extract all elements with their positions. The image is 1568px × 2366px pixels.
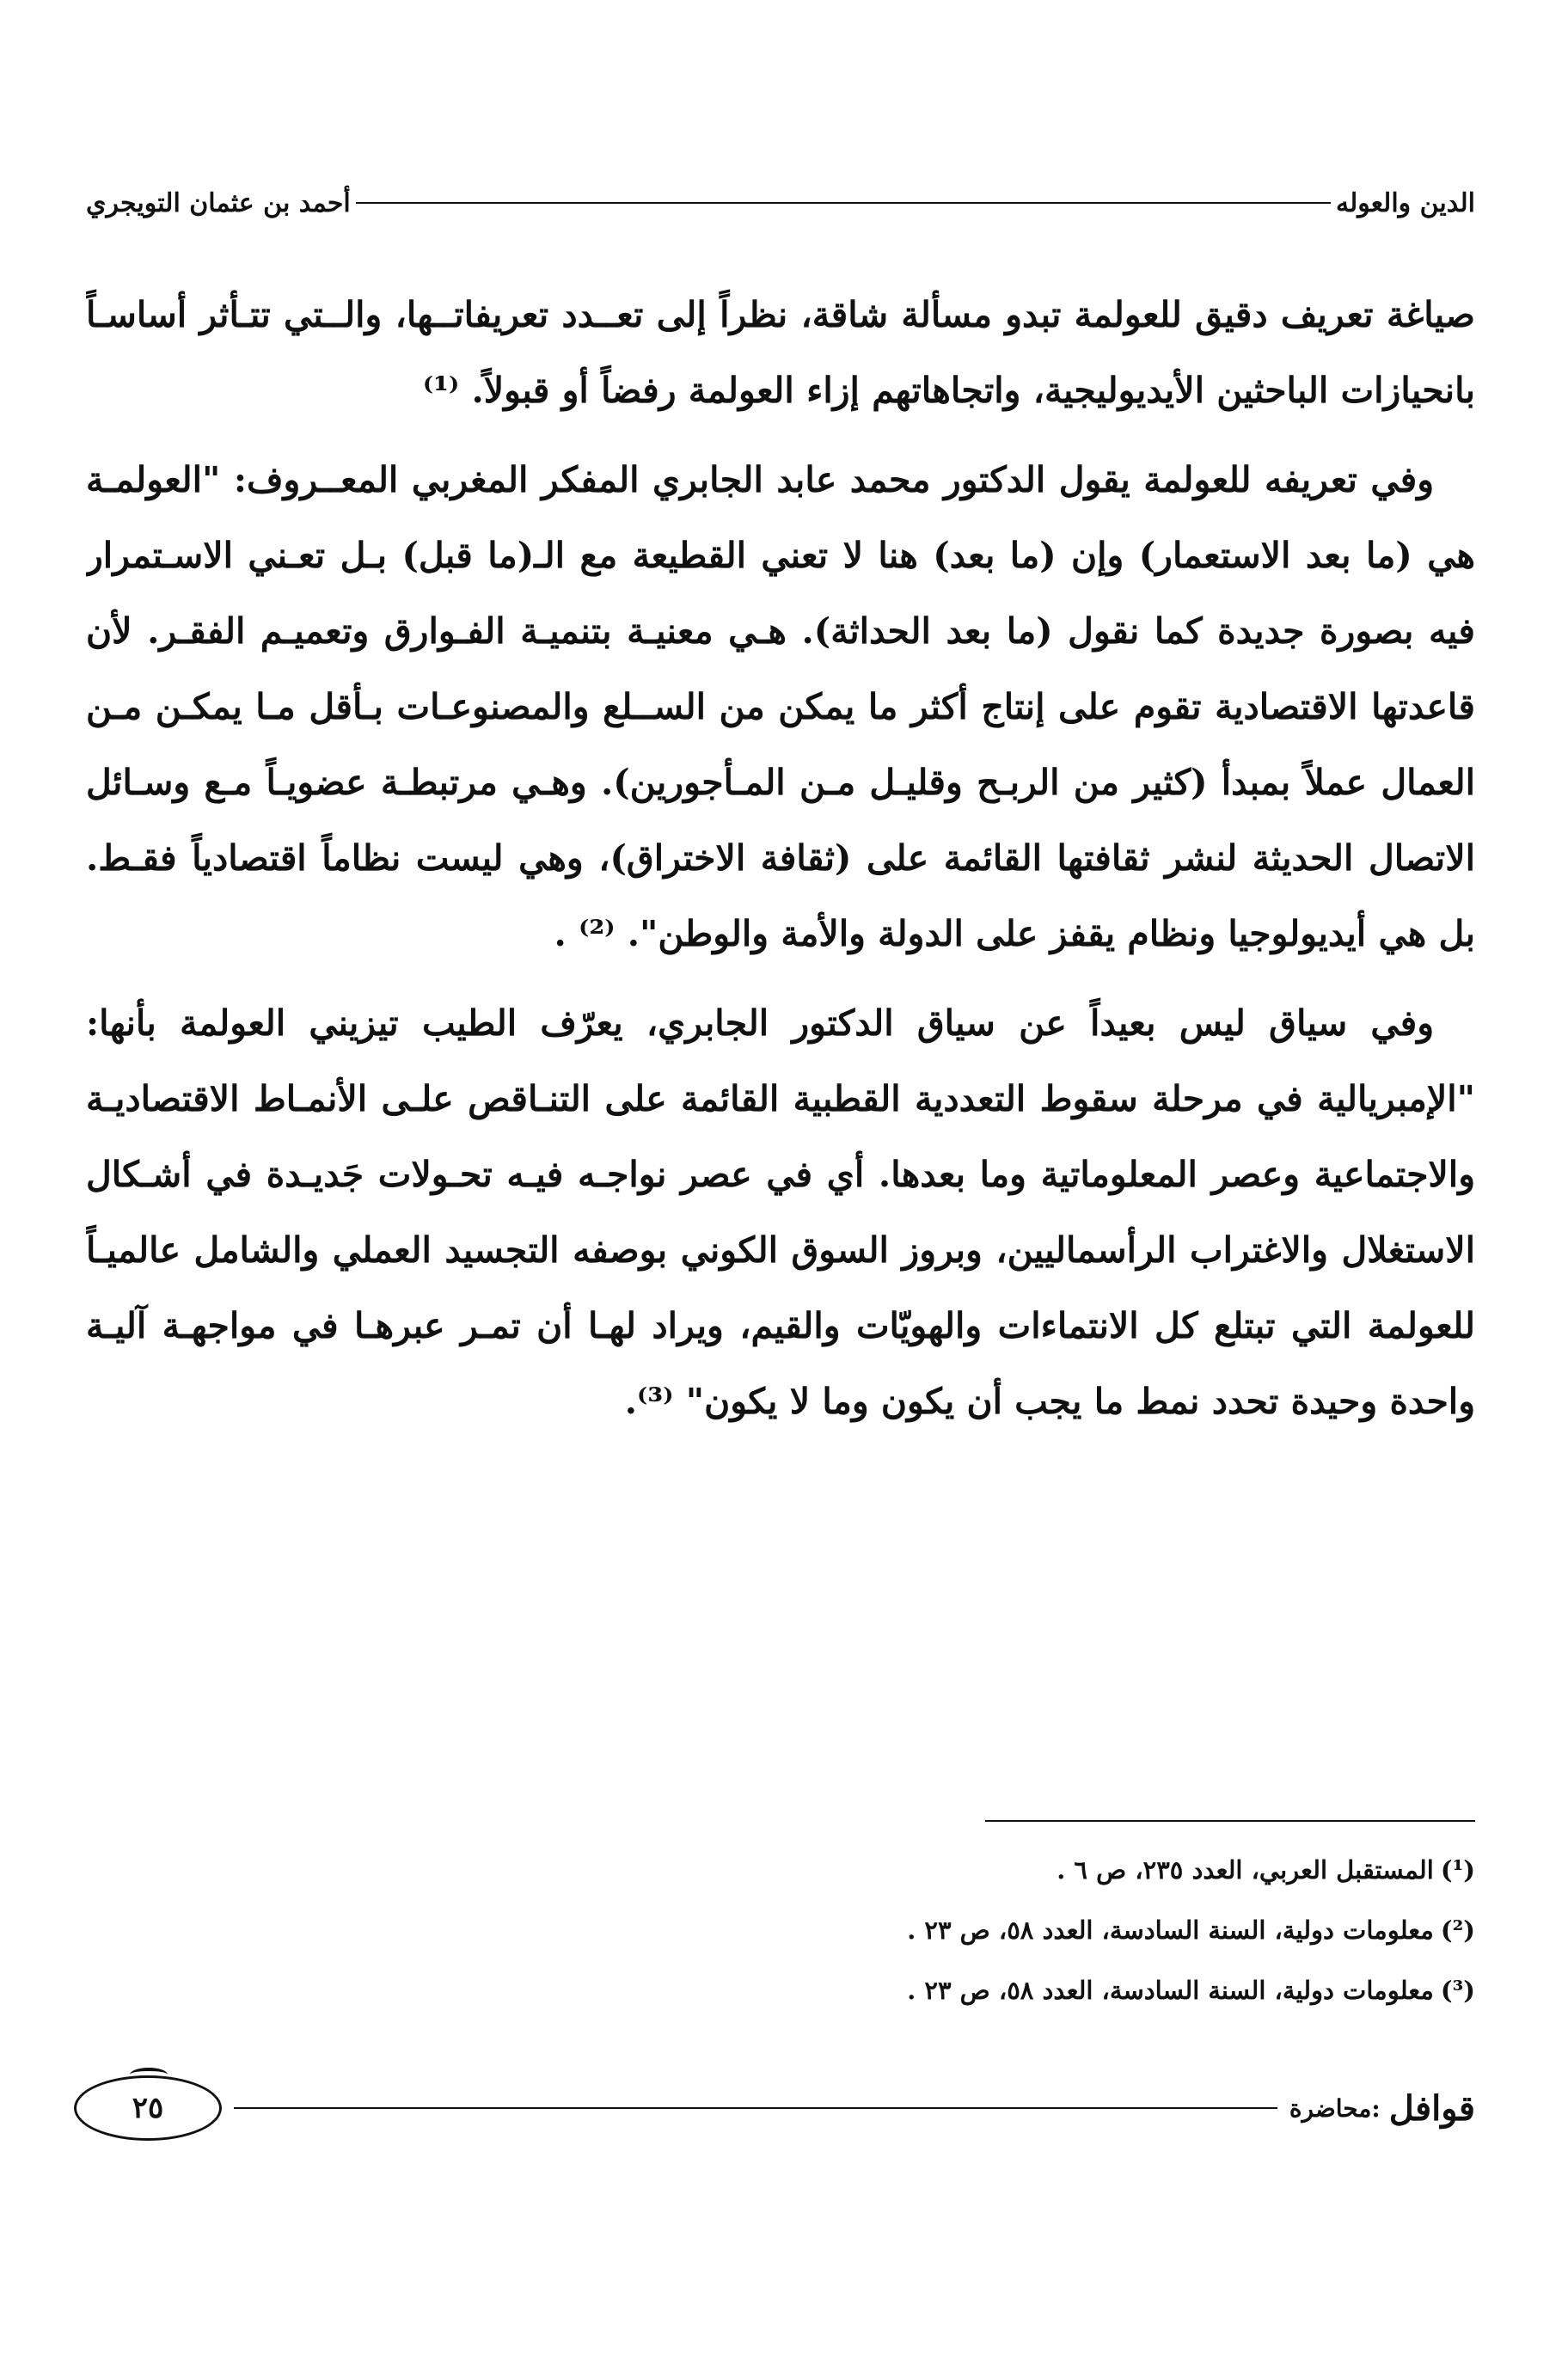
footnote: [86, 1840, 1475, 1900]
header-author: أحمد بن عثمان التويجري: [86, 187, 351, 218]
footnote-number: (³): [1440, 1976, 1475, 2005]
footnote-text: معلومات دولية، السنة السادسة، العدد ٥٨، ص ٢٣ .: [907, 1915, 1434, 1945]
page-number-oval: [74, 2075, 222, 2141]
footnote: [86, 1900, 1475, 1960]
footnote-rule: [985, 1820, 1475, 1822]
footnote-number: (²): [1440, 1915, 1475, 1945]
text-line: هي (ما بعد الاستعمار) وإن (ما بعد) هنا لا تعني القطيعة مع الـ(ما قبل) بـل تعـني الاسـتمرار: [86, 535, 1475, 576]
text-line: "الإمبريالية في مرحلة سقوط التعددية القطبية القائمة على التنـاقص علـى الأنمـاط الاقتصاديـة: [86, 1078, 1475, 1119]
footnote: [86, 1960, 1475, 2020]
footnote-text: المستقبل العربي، العدد ٢٣٥، ص ٦ .: [1057, 1855, 1434, 1885]
footnotes: [86, 1840, 1475, 2020]
text-line: العمال عملاً بمبدأ (كثير من الربـح وقليـل مـن المـأجورين). وهـي مرتبطـة عضويـاً مـع وسـائل: [86, 762, 1475, 803]
ornament-icon: [130, 2068, 168, 2081]
running-header: [86, 177, 1475, 229]
text-line: الاستغلال والاغتراب الرأسماليين، وبروز السوق الكوني بوصفه التجسيد العملي والشامل عالميـاً: [86, 1229, 1475, 1271]
footnote-number: (¹): [1440, 1855, 1475, 1885]
footer-rule: [234, 2107, 1277, 2109]
body-text: [86, 277, 1475, 1439]
text-line: الاتصال الحديثة لنشر ثقافتها القائمة على (ثقافة الاختراق)، وهي ليست نظاماً اقتصادياً فقـط.: [86, 837, 1475, 879]
header-rule: [356, 202, 1331, 204]
text-line: والاجتماعية وعصر المعلوماتية وما بعدها. أي في عصر نواجـه فيـه تحـولات جَديـدة في أشـكال: [86, 1154, 1475, 1195]
page-number: ٢٥: [132, 2091, 164, 2125]
text-line: وفي سياق ليس بعيداً عن سياق الدكتور الجابري، يعرّف الطيب تيزيني العولمة بأنها:: [86, 1002, 1434, 1044]
text-line: صياغة تعريف دقيق للعولمة تبدو مسألة شاقة، نظراً إلى تعــدد تعريفاتــها، والــتي تتـأثر أساسـاً: [86, 294, 1475, 335]
journal-name: قوافل: [1388, 2087, 1475, 2129]
text-line: للعولمة التي تبتلع كل الانتماءات والهويّات والقيم، ويراد لهـا أن تمـر عبرهـا في مواجهـة آليـة: [86, 1305, 1475, 1346]
text-line: بانحيازات الباحثين الأيديوليجية، واتجاهاتهم إزاء العولمة رفضاً أو قبولاً. ⁽¹⁾: [422, 370, 1475, 411]
header-title: الدين والعوله: [1335, 187, 1475, 218]
section-label: :محاضرة: [1289, 2093, 1381, 2123]
text-line: فيه بصورة جديدة كما نقول (ما بعد الحداثة). هـي معنيـة بتنميـة الفـوارق وتعميـم الفقـر. لأن: [86, 610, 1475, 652]
footnote-text: معلومات دولية، السنة السادسة، العدد ٥٨، ص ٢٣ .: [907, 1976, 1434, 2005]
text-line: وفي تعريفه للعولمة يقول الدكتور محمد عابد الجابري المفكر المغربي المعــروف: "العولمـة: [86, 459, 1434, 500]
text-line: قاعدتها الاقتصادية تقوم على إنتاج أكثر ما يمكن من الســلع والمصنوعـات بـأقل مـا يمكـن مـن: [86, 686, 1475, 727]
page-footer: [74, 2074, 1475, 2142]
text-line: بل هي أيديولوجيا ونظام يقفز على الدولة والأمة والوطن". ⁽²⁾ .: [554, 913, 1475, 954]
text-line: واحدة وحيدة تحدد نمط ما يجب أن يكون وما لا يكون" ⁽³⁾.: [624, 1381, 1475, 1422]
